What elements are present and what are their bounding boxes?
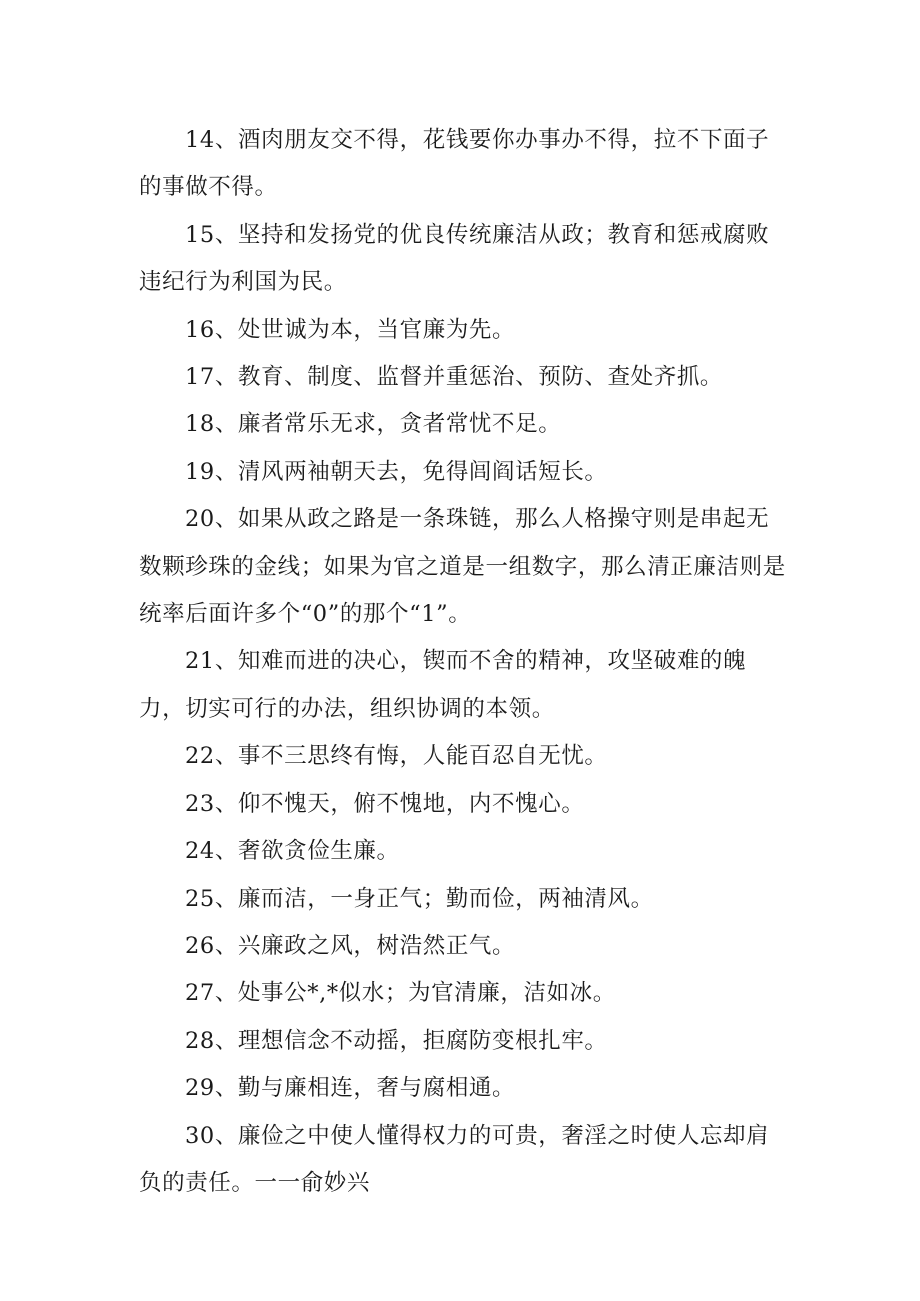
list-item: 26、兴廉政之风，树浩然正气。 <box>185 932 516 959</box>
list-item: 17、教育、制度、监督并重惩治、预防、查处齐抓。 <box>185 364 724 391</box>
list-item: 19、清风两袖朝天去，免得闾阎话短长。 <box>185 458 608 485</box>
list-item: 24、奢欲贪俭生廉。 <box>185 838 400 865</box>
document-body <box>139 117 789 1207</box>
list-item: 29、勤与廉相连，奢与腐相通。 <box>185 1075 516 1102</box>
list-item: 27、处事公*,*似水；为官清廉，洁如冰。 <box>185 980 616 1007</box>
list-item: 15、坚持和发扬党的优良传统廉洁从政；教育和惩戒腐败违纪行为利国为民。 <box>139 221 770 296</box>
list-item: 18、廉者常乐无求，贪者常忧不足。 <box>185 411 562 438</box>
list-item: 23、仰不愧天，俯不愧地，内不愧心。 <box>185 790 585 817</box>
list-item: 22、事不三思终有悔，人能百忍自无忧。 <box>185 743 608 770</box>
list-item: 16、处世诚为本，当官廉为先。 <box>185 316 516 343</box>
list-item: 21、知难而进的决心，锲而不舍的精神，攻坚破难的魄力，切实可行的办法，组织协调的本领。 <box>139 648 747 722</box>
list-item: 14、酒肉朋友交不得，花钱要你办事办不得，拉不下面子的事做不得。 <box>139 127 770 201</box>
list-item: 20、如果从政之路是一条珠链，那么人格操守则是串起无数颗珍珠的金线；如果为官之道是一组数字，那么清正廉洁则是统率后面许多个“0”的那个“1”。 <box>139 506 786 628</box>
list-item: 25、廉而洁，一身正气；勤而俭，两袖清风。 <box>185 885 654 912</box>
list-item: 28、理想信念不动摇，拒腐防变根扎牢。 <box>185 1027 608 1054</box>
list-item: 30、廉俭之中使人懂得权力的可贵，奢淫之时使人忘却肩负的责任。一一俞妙兴 <box>139 1122 770 1196</box>
